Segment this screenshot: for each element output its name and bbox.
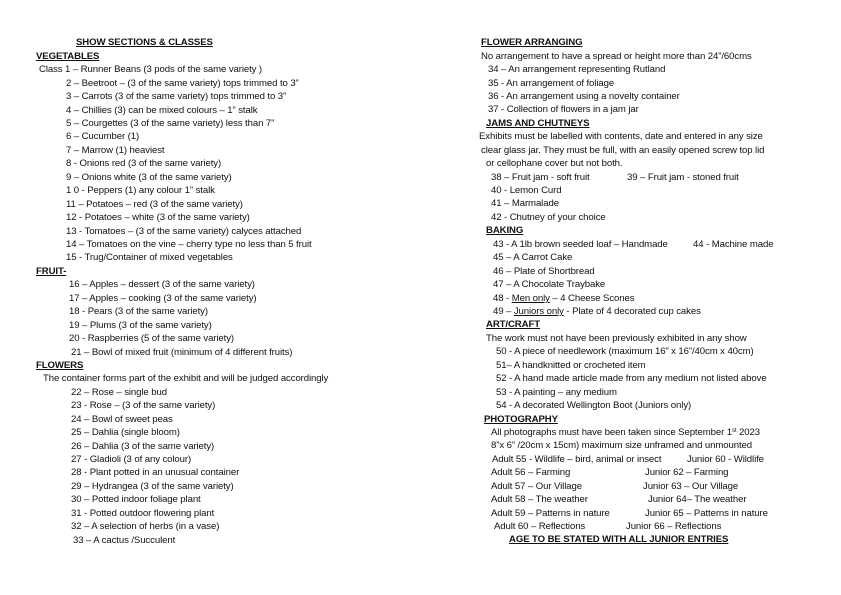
section-heading-baking: BAKING (486, 225, 524, 236)
class-item: 15 - Trug/Container of mixed vegetables (66, 252, 233, 263)
section-note: The container forms part of the exhibit and will be judged accordingly (43, 373, 329, 384)
class-item: Class 1 – Runner Beans (3 pods of the same variety ) (39, 64, 263, 75)
section-heading-vegetables: VEGETABLES (36, 51, 100, 62)
ordinal-suffix: st (732, 428, 737, 434)
note-text: All photographs must have been taken since September 1 (491, 427, 732, 438)
class-item: 24 – Bowl of sweet peas (71, 414, 173, 425)
class-item: 53 - A painting – any medium (496, 387, 617, 398)
class-item: 17 – Apples – cooking (3 of the same variety) (69, 293, 257, 304)
class-item (493, 306, 701, 318)
class-item: 18 - Pears (3 of the same variety) (69, 306, 208, 317)
class-item: 1 0 - Peppers (1) any colour 1” stalk (66, 185, 215, 196)
class-item: 6 – Cucumber (1) (66, 131, 140, 142)
section-note (491, 427, 760, 439)
restriction-label: Men only (511, 293, 550, 304)
class-item: 16 – Apples – dessert (3 of the same variety) (69, 279, 255, 290)
class-item: 43 - A 1lb brown seeded loaf – Handmade (493, 239, 668, 250)
class-item: 3 – Carrots (3 of the same variety) tops trimmed to 3” (66, 91, 287, 102)
adult-class: Adult 56 – Farming (491, 467, 571, 478)
class-item: 54 - A decorated Wellington Boot (Juniors only) (496, 400, 692, 411)
item-text: - Plate of 4 decorated cup cakes (563, 306, 701, 317)
class-item: 45 – A Carrot Cake (493, 252, 573, 263)
class-item: 13 - Tomatoes – (3 of the same variety) calyces attached (66, 226, 302, 237)
adult-class: Adult 60 – Reflections (494, 521, 586, 532)
class-item: 47 – A Chocolate Traybake (493, 279, 606, 290)
class-item: 26 – Dahlia (3 of the same variety) (71, 441, 215, 452)
class-item: 28 - Plant potted in an unusual container (71, 467, 240, 478)
class-item: 11 – Potatoes – red (3 of the same variety) (66, 199, 243, 210)
class-item: 50 - A piece of needlework (maximum 16” x 16”/40cm x 40cm) (496, 346, 754, 357)
class-item: 30 – Potted indoor foliage plant (71, 494, 201, 505)
junior-class: Junior 62 – Farming (645, 467, 729, 478)
class-item: 25 – Dahlia (single bloom) (71, 427, 180, 438)
class-item: 44 - Machine made (693, 239, 774, 250)
section-heading-flower-arranging: FLOWER ARRANGING (481, 37, 583, 48)
section-heading-art-craft: ART/CRAFT (486, 319, 540, 330)
class-item: 38 – Fruit jam - soft fruit (491, 172, 590, 183)
class-item: 22 – Rose – single bud (71, 387, 167, 398)
class-item: 35 - An arrangement of foliage (488, 78, 615, 89)
restriction-label: Juniors only (513, 306, 564, 317)
class-item: 46 – Plate of Shortbread (493, 266, 595, 277)
class-item: 29 – Hydrangea (3 of the same variety) (71, 481, 234, 492)
junior-class: Junior 65 – Patterns in nature (645, 508, 768, 519)
class-item: 37 - Collection of flowers in a jam jar (488, 104, 639, 115)
junior-class: Junior 64– The weather (648, 494, 747, 505)
class-item: 20 - Raspberries (5 of the same variety) (69, 333, 235, 344)
page-title: SHOW SECTIONS & CLASSES (76, 37, 213, 48)
class-item: 32 – A selection of herbs (in a vase) (71, 521, 220, 532)
class-item: 27 - Gladioli (3 of any colour) (71, 454, 192, 465)
section-heading-jams: JAMS AND CHUTNEYS (486, 118, 590, 129)
class-item: 8 - Onions red (3 of the same variety) (66, 158, 222, 169)
class-item: 9 – Onions white (3 of the same variety) (66, 172, 232, 183)
class-item: 31 - Potted outdoor flowering plant (71, 508, 215, 519)
class-item: 2 – Beetroot – (3 of the same variety) tops trimmed to 3” (66, 78, 299, 89)
section-note: clear glass jar. They must be full, with an easily opened screw top lid (481, 145, 765, 156)
section-note: Exhibits must be labelled with contents, date and entered in any size (479, 131, 763, 142)
adult-class: Adult 58 – The weather (491, 494, 588, 505)
junior-class: Junior 66 – Reflections (626, 521, 722, 532)
section-heading-photography: PHOTOGRAPHY (484, 414, 558, 425)
class-item: 41 – Marmalade (491, 198, 559, 209)
adult-class: Adult 59 – Patterns in nature (491, 508, 610, 519)
class-item: 21 – Bowl of mixed fruit (minimum of 4 different fruits) (71, 347, 293, 358)
class-item: 36 - An arrangement using a novelty container (488, 91, 680, 102)
adult-class: Adult 55 - Wildlife – bird, animal or insect (492, 454, 662, 465)
class-item: 34 – An arrangement representing Rutland (488, 64, 666, 75)
adult-class: Adult 57 – Our Village (491, 481, 582, 492)
class-item: 33 – A cactus /Succulent (73, 535, 176, 546)
class-item: 7 – Marrow (1) heaviest (66, 145, 165, 156)
class-item (493, 293, 634, 305)
section-heading-fruit: FRUIT- (36, 266, 67, 277)
class-item: 39 – Fruit jam - stoned fruit (627, 172, 739, 183)
class-item: 42 - Chutney of your choice (491, 212, 606, 223)
class-item: 51– A handknitted or crocheted item (496, 360, 646, 371)
item-number: 48 - (493, 293, 512, 304)
item-number: 49 – (493, 306, 514, 317)
section-note: 8”x 6” /20cm x 15cm) maximum size unframed and unmounted (491, 440, 753, 451)
class-item: 14 – Tomatoes on the vine – cherry type no less than 5 fruit (66, 239, 312, 250)
junior-class: Junior 60 - Wildlife (687, 454, 764, 465)
item-text: – 4 Cheese Scones (549, 293, 635, 304)
section-note: or cellophane cover but not both. (486, 158, 623, 169)
junior-class: Junior 63 – Our Village (643, 481, 739, 492)
class-item: 52 - A hand made article made from any medium not listed above (496, 373, 767, 384)
class-item: 40 - Lemon Curd (491, 185, 562, 196)
section-heading-flowers: FLOWERS (36, 360, 84, 371)
section-note: The work must not have been previously exhibited in any show (486, 333, 747, 344)
class-item: 4 – Chillies (3) can be mixed colours – 1” stalk (66, 105, 258, 116)
junior-age-notice: AGE TO BE STATED WITH ALL JUNIOR ENTRIES (509, 534, 729, 545)
note-year: 2023 (736, 427, 760, 438)
class-item: 23 - Rose – (3 of the same variety) (71, 400, 216, 411)
class-item: 12 - Potatoes – white (3 of the same variety) (66, 212, 250, 223)
section-note: No arrangement to have a spread or height more than 24”/60cms (481, 51, 752, 62)
class-item: 19 – Plums (3 of the same variety) (69, 320, 212, 331)
class-item: 5 – Courgettes (3 of the same variety) less than 7” (66, 118, 275, 129)
